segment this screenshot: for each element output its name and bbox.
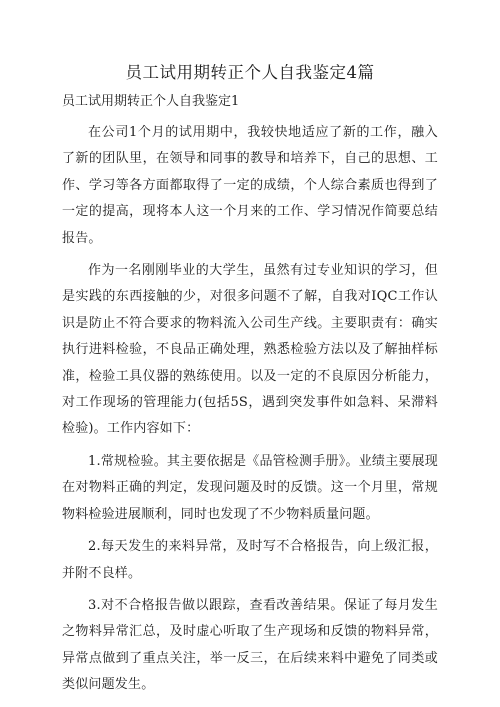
paragraph-item-1: 1.常规检验。其主要依据是《品管检测手册》。业绩主要展现在对物料正确的判定，发现问题及时的反馈。这一个月里，常规物料检验进展顺利，同时也发现了不少物料质量问题。: [62, 453, 438, 522]
section-subtitle: 员工试用期转正个人自我鉴定1: [62, 94, 240, 109]
paragraph-responsibilities: 作为一名刚刚毕业的大学生，虽然有过专业知识的学习，但是实践的东西接触的少，对很多问题不了解，自我对IQC工作认识是防止不符合要求的物料流入公司生产线。主要职责有：确实执行进料检验，不良品正确处理，熟悉检验方法以及了解抽样标准，检验工具仪器的熟练使用。以及一定的不良原因分析能力，对工作现场的管理能力(包括5S，遇到突发事件如急料、呆滞料检验)。工作内容如下：: [62, 263, 438, 437]
paragraph-item-2: 2.每天发生的来料异常，及时写不合格报告，向上级汇报，并附不良样。: [62, 539, 438, 581]
paragraph-intro: 在公司1个月的试用期中，我较快地适应了新的工作，融入了新的团队里，在领导和同事的教导和培养下，自己的思想、工作、学习等各方面都取得了一定的成绩，个人综合素质也得到了一定的提高，现将本人这一个月来的工作、学习情况作简要总结报告。: [62, 125, 438, 246]
document-title: 员工试用期转正个人自我鉴定4篇: [125, 63, 375, 82]
paragraph-item-3: 3.对不合格报告做以跟踪，查看改善结果。保证了每月发生之物料异常汇总，及时虚心听取了生产现场和反馈的物料异常，异常点做到了重点关注，举一反三，在后续来料中避免了同类或类似问题发生。: [62, 597, 438, 693]
